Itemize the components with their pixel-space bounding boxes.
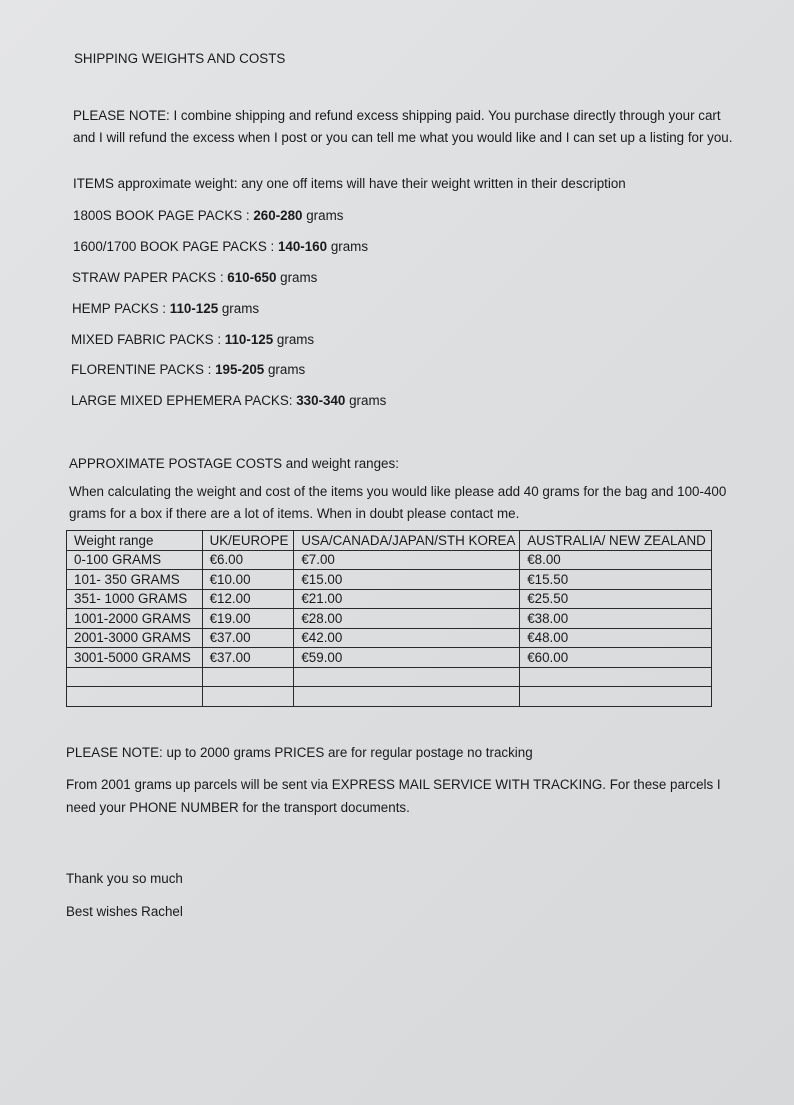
table-header-row bbox=[67, 531, 712, 551]
combine-shipping-note: PLEASE NOTE: I combine shipping and refund excess shipping paid. You purchase directly through your cart and I will refund the excess when I post or you can tell me what you would like and I can set up a listing for you. bbox=[73, 108, 733, 145]
table-row bbox=[67, 589, 712, 609]
item-weight-line bbox=[72, 267, 317, 289]
empty-cell bbox=[520, 667, 712, 687]
table-row bbox=[67, 609, 712, 629]
weight-range-cell: 0-100 GRAMS bbox=[67, 550, 203, 570]
item-weight-line bbox=[73, 236, 368, 258]
empty-cell bbox=[67, 687, 203, 707]
uk-europe-cost-cell: €19.00 bbox=[202, 609, 294, 629]
empty-cell bbox=[202, 667, 294, 687]
item-weight-unit: grams bbox=[273, 332, 315, 347]
item-weight-range: 330-340 bbox=[296, 393, 346, 408]
tracking-note: PLEASE NOTE: up to 2000 grams PRICES are for regular postage no tracking bbox=[66, 745, 533, 760]
header-australia-nz: AUSTRALIA/ NEW ZEALAND bbox=[520, 531, 712, 551]
table-row-empty bbox=[67, 687, 712, 707]
item-weight-line bbox=[72, 298, 259, 320]
item-weight-range: 110-125 bbox=[224, 332, 274, 347]
empty-cell bbox=[294, 687, 520, 707]
signoff-line: Best wishes Rachel bbox=[66, 904, 183, 919]
uk-europe-cost-cell: €12.00 bbox=[202, 589, 294, 609]
header-uk-europe: UK/EUROPE bbox=[202, 531, 294, 551]
item-name: LARGE MIXED EPHEMERA PACKS: bbox=[71, 393, 297, 408]
weight-range-cell: 1001-2000 GRAMS bbox=[67, 609, 203, 629]
item-name: HEMP PACKS : bbox=[72, 301, 170, 316]
weight-range-cell: 101- 350 GRAMS bbox=[67, 570, 203, 590]
australia-cost-cell: €48.00 bbox=[520, 628, 712, 648]
australia-cost-cell: €15.50 bbox=[520, 570, 712, 590]
usa-cost-cell: €28.00 bbox=[294, 609, 520, 629]
weight-range-cell: 351- 1000 GRAMS bbox=[67, 589, 203, 609]
item-weight-range: 195-205 bbox=[215, 362, 265, 377]
item-weight-unit: grams bbox=[345, 393, 387, 408]
empty-cell bbox=[202, 687, 294, 707]
item-name: FLORENTINE PACKS : bbox=[71, 362, 216, 377]
postage-rates-table bbox=[66, 530, 712, 707]
table-row bbox=[67, 570, 712, 590]
item-weight-line bbox=[71, 359, 305, 381]
uk-europe-cost-cell: €37.00 bbox=[202, 628, 294, 648]
item-name: 1600/1700 BOOK PAGE PACKS : bbox=[73, 239, 278, 254]
weight-range-cell: 3001-5000 GRAMS bbox=[67, 648, 203, 668]
thanks-line: Thank you so much bbox=[66, 871, 183, 886]
item-weight-unit: grams bbox=[327, 239, 369, 254]
weight-range-cell: 2001-3000 GRAMS bbox=[67, 628, 203, 648]
item-weight-unit: grams bbox=[218, 301, 260, 316]
australia-cost-cell: €25.50 bbox=[520, 589, 712, 609]
empty-cell bbox=[67, 667, 203, 687]
item-weight-unit: grams bbox=[264, 362, 306, 377]
express-note-line-2: need your PHONE NUMBER for the transport documents. bbox=[66, 800, 410, 815]
calculation-note: When calculating the weight and cost of the items you would like please add 40 grams for the bag and 100-400 grams for a box if there are a lot of items. When in doubt please contact me. bbox=[69, 484, 727, 521]
item-name: 1800S BOOK PAGE PACKS : bbox=[73, 208, 254, 223]
header-usa-canada-japan-korea: USA/CANADA/JAPAN/STH KOREA bbox=[294, 531, 520, 551]
item-weight-unit: grams bbox=[276, 270, 318, 285]
document-title: SHIPPING WEIGHTS AND COSTS bbox=[74, 51, 286, 66]
usa-cost-cell: €7.00 bbox=[294, 550, 520, 570]
empty-cell bbox=[294, 667, 520, 687]
item-weight-line bbox=[73, 205, 343, 227]
australia-cost-cell: €60.00 bbox=[520, 648, 712, 668]
empty-cell bbox=[520, 687, 712, 707]
uk-europe-cost-cell: €10.00 bbox=[202, 570, 294, 590]
table-row bbox=[67, 550, 712, 570]
uk-europe-cost-cell: €37.00 bbox=[202, 648, 294, 668]
item-weight-range: 610-650 bbox=[227, 270, 277, 285]
item-weight-line bbox=[71, 329, 314, 351]
usa-cost-cell: €15.00 bbox=[294, 570, 520, 590]
item-name: MIXED FABRIC PACKS : bbox=[71, 332, 225, 347]
table-row bbox=[67, 628, 712, 648]
table-row-empty bbox=[67, 667, 712, 687]
item-name: STRAW PAPER PACKS : bbox=[72, 270, 228, 285]
usa-cost-cell: €42.00 bbox=[294, 628, 520, 648]
table-row bbox=[67, 648, 712, 668]
express-note-line-1: From 2001 grams up parcels will be sent via EXPRESS MAIL SERVICE WITH TRACKING. For these parcels I bbox=[66, 777, 721, 792]
australia-cost-cell: €38.00 bbox=[520, 609, 712, 629]
postage-heading: APPROXIMATE POSTAGE COSTS and weight ranges: bbox=[69, 456, 399, 471]
item-weight-range: 260-280 bbox=[253, 208, 303, 223]
item-weight-line bbox=[71, 390, 386, 412]
item-weight-range: 140-160 bbox=[277, 239, 328, 254]
item-weight-range: 110-125 bbox=[169, 301, 219, 316]
uk-europe-cost-cell: €6.00 bbox=[202, 550, 294, 570]
usa-cost-cell: €59.00 bbox=[294, 648, 520, 668]
header-weight-range: Weight range bbox=[67, 531, 203, 551]
usa-cost-cell: €21.00 bbox=[294, 589, 520, 609]
items-intro: ITEMS approximate weight: any one off items will have their weight written in their description bbox=[73, 176, 626, 191]
australia-cost-cell: €8.00 bbox=[520, 550, 712, 570]
item-weight-unit: grams bbox=[302, 208, 344, 223]
